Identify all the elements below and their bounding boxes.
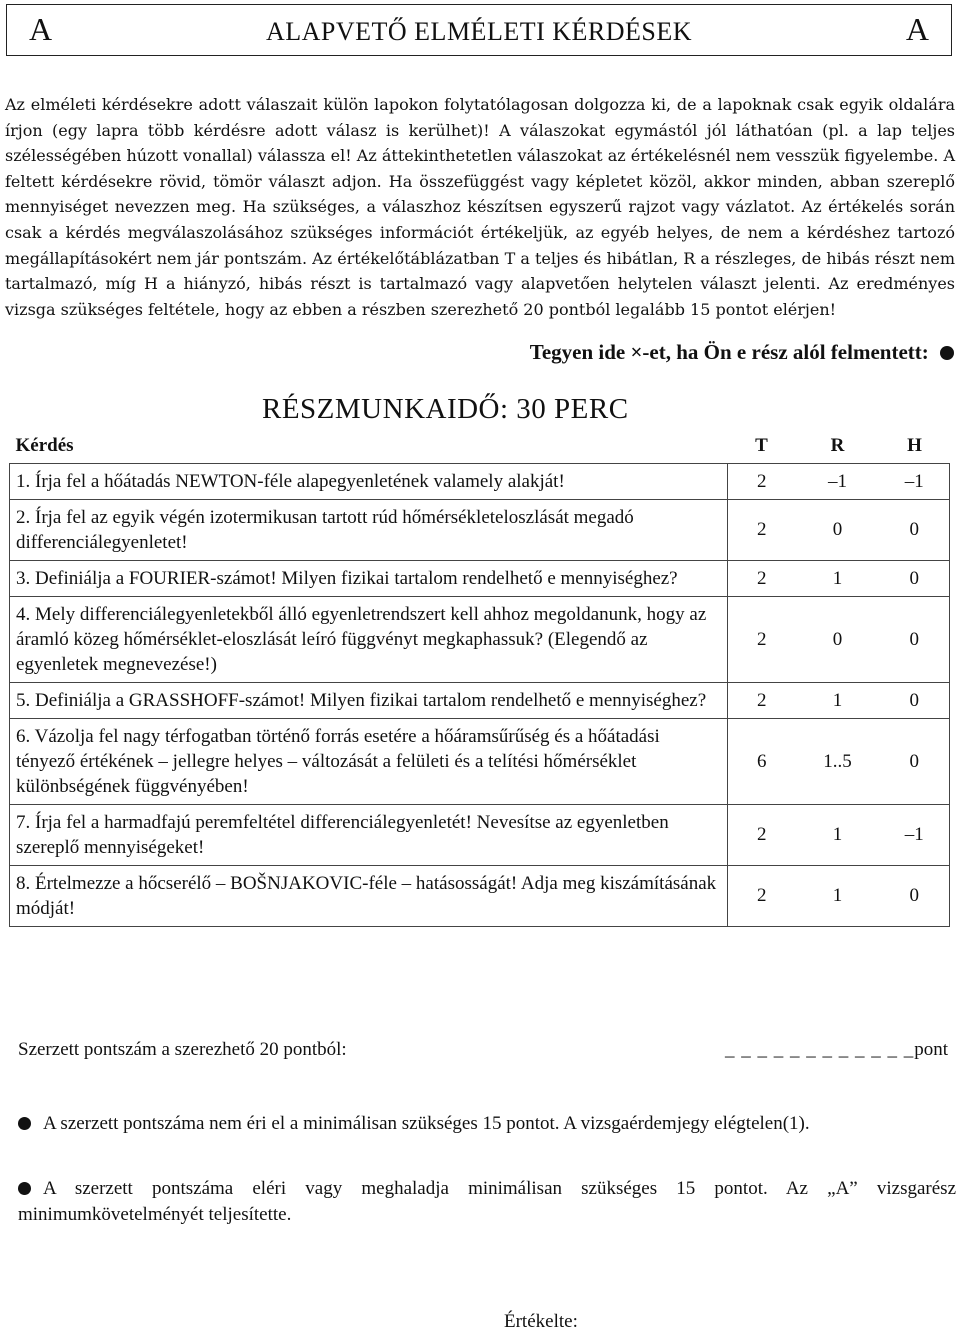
outcome-fail-checkbox[interactable] [18, 1117, 31, 1130]
outcome-pass-checkbox[interactable] [18, 1182, 31, 1195]
questions-table [9, 429, 950, 927]
score-blank-line: _ _ _ _ _ _ _ _ _ _ _ _ [724, 1039, 915, 1060]
score-unit: pont [914, 1039, 948, 1060]
table-header-row [10, 429, 950, 464]
score-r: 1 [832, 567, 843, 589]
header-t: T [755, 435, 768, 456]
question-text: 7. Írja fel a harmadfajú peremfeltétel differenciálegyenletét! Nevesítse az egyenletben szereplő mennyiségeket! [10, 805, 728, 866]
score-t: 2 [757, 519, 767, 540]
header-box [6, 4, 952, 56]
outcome-pass [18, 1176, 956, 1228]
score-t: 2 [757, 567, 767, 589]
exemption-text: Tegyen ide ×-et, ha Ön e rész alól felmentett: [529, 340, 929, 364]
score-r: 1 [832, 885, 843, 906]
header-question: Kérdés [15, 435, 74, 456]
score-h: 0 [909, 628, 919, 650]
score-t: 2 [757, 628, 767, 650]
score-h: –1 [904, 470, 924, 492]
score-t: 6 [757, 750, 767, 772]
question-text: 4. Mely differenciálegyenletekből álló egyenletrendszert kell ahhoz megoldanunk, hogy az áramló közeg hőmérséklet-eloszlását leíró függvényt megkaphassuk? (Elegendő az egyenletek megnevezése!) [10, 597, 728, 683]
score-blank-field[interactable] [725, 1039, 948, 1061]
header-letter-left: A [29, 11, 53, 47]
score-h: 0 [909, 567, 919, 589]
score-h: 0 [909, 519, 919, 540]
score-h: 0 [909, 689, 919, 711]
header-h: H [907, 435, 922, 456]
score-r: 0 [832, 519, 843, 540]
score-t: 2 [757, 689, 767, 711]
header-letter-right: A [905, 11, 929, 47]
table-row [10, 597, 950, 683]
question-text: 3. Definiálja a FOURIER-számot! Milyen fizikai tartalom rendelhető e mennyiséghez? [10, 561, 728, 597]
question-text: 6. Vázolja fel nagy térfogatban történő forrás esetére a hőáramsűrűség és a hőátadási tényező értékének – jellegre helyes – változását a felületi és a telítési hőmérséklet különbségének függvényében! [10, 719, 728, 805]
table-row [10, 464, 950, 500]
question-text: 5. Definiálja a GRASSHOFF-számot! Milyen fizikai tartalom rendelhető e mennyiséghez? [10, 683, 728, 719]
score-r: 1..5 [823, 750, 852, 772]
page-title: ALAPVETŐ ELMÉLETI KÉRDÉSEK [265, 17, 693, 46]
question-text: 2. Írja fel az egyik végén izotermikusan tartott rúd hőmérsékleteloszlását megadó differenciálegyenletet! [10, 500, 728, 561]
header-r: R [830, 435, 845, 456]
score-summary-label: Szerzett pontszám a szerezhető 20 pontból: [18, 1039, 347, 1060]
evaluator-label: Értékelte: [504, 1311, 578, 1332]
outcome-fail-text: A szerzett pontszáma nem éri el a minimálisan szükséges 15 pontot. A vizsgaérdemjegy elégtelen(1). [43, 1113, 810, 1134]
score-t: 2 [757, 824, 767, 845]
table-row [10, 561, 950, 597]
score-h: –1 [904, 824, 924, 845]
work-time-title: RÉSZMUNKAIDŐ: 30 PERC [262, 393, 629, 425]
outcome-pass-text: A szerzett pontszáma eléri vagy meghaladja minimálisan szükséges 15 pontot. Az „A” vizsgarész minimumkövetelményét teljesítette. [18, 1178, 956, 1225]
table-row [10, 866, 950, 927]
instructions-paragraph: Az elméleti kérdésekre adott válaszait külön lapokon folytatólagosan dolgozza ki, de a lapoknak csak egyik oldalára írjon (egy lapra több kérdésre adott válasz is kerülhet)! A válaszokat egymástól jól láthatóan (pl. a lap teljes szélességében húzott vonallal) válassza el! Az áttekinthetetlen válaszokat az értékelésnél nem vesszük figyelembe. A feltett kérdésekre rövid, tömör választ adjon. Ha összefüggést vagy képletet közöl, akkor minden, abban szereplő mennyiséget nevezzen meg. Ha szükséges, a válaszhoz készítsen egyszerű rajzot vagy vázlatot. Az értékelés során csak a kérdés megválaszolásához szükséges információt értékeljük, az egyéb helyes, de nem a kérdéshez tartozó megállapításokért nem jár pontszám. Az értékelőtáblázatban T a teljes és hibátlan, R a részleges, de hibás részt nem tartalmazó, míg H a hiányzó, hibás részt is tartalmazó vagy alapvetően helytelen választ jelenti. Az eredményes vizsga szükséges feltétele, hogy az ebben a részben szerezhető 20 pontból legalább 15 pontot elérjen! [5, 95, 955, 319]
score-h: 0 [909, 885, 919, 906]
question-text: 8. Értelmezze a hőcserélő – BOŠNJAKOVIC-féle – hatásosságát! Adja meg kiszámításának módját! [10, 866, 728, 927]
score-r: –1 [828, 470, 847, 492]
table-row [10, 805, 950, 866]
score-t: 2 [757, 885, 767, 906]
question-text: 1. Írja fel a hőátadás NEWTON-féle alapegyenletének valamely alakját! [10, 464, 728, 500]
score-r: 1 [832, 824, 843, 845]
score-summary [18, 1039, 948, 1061]
exemption-line [530, 340, 954, 365]
score-r: 0 [832, 628, 843, 650]
outcome-fail [18, 1111, 956, 1137]
exemption-checkbox[interactable] [940, 346, 954, 360]
score-t: 2 [757, 470, 767, 492]
score-h: 0 [909, 750, 919, 772]
table-row [10, 719, 950, 805]
table-row [10, 683, 950, 719]
score-r: 1 [832, 689, 843, 711]
table-row [10, 500, 950, 561]
